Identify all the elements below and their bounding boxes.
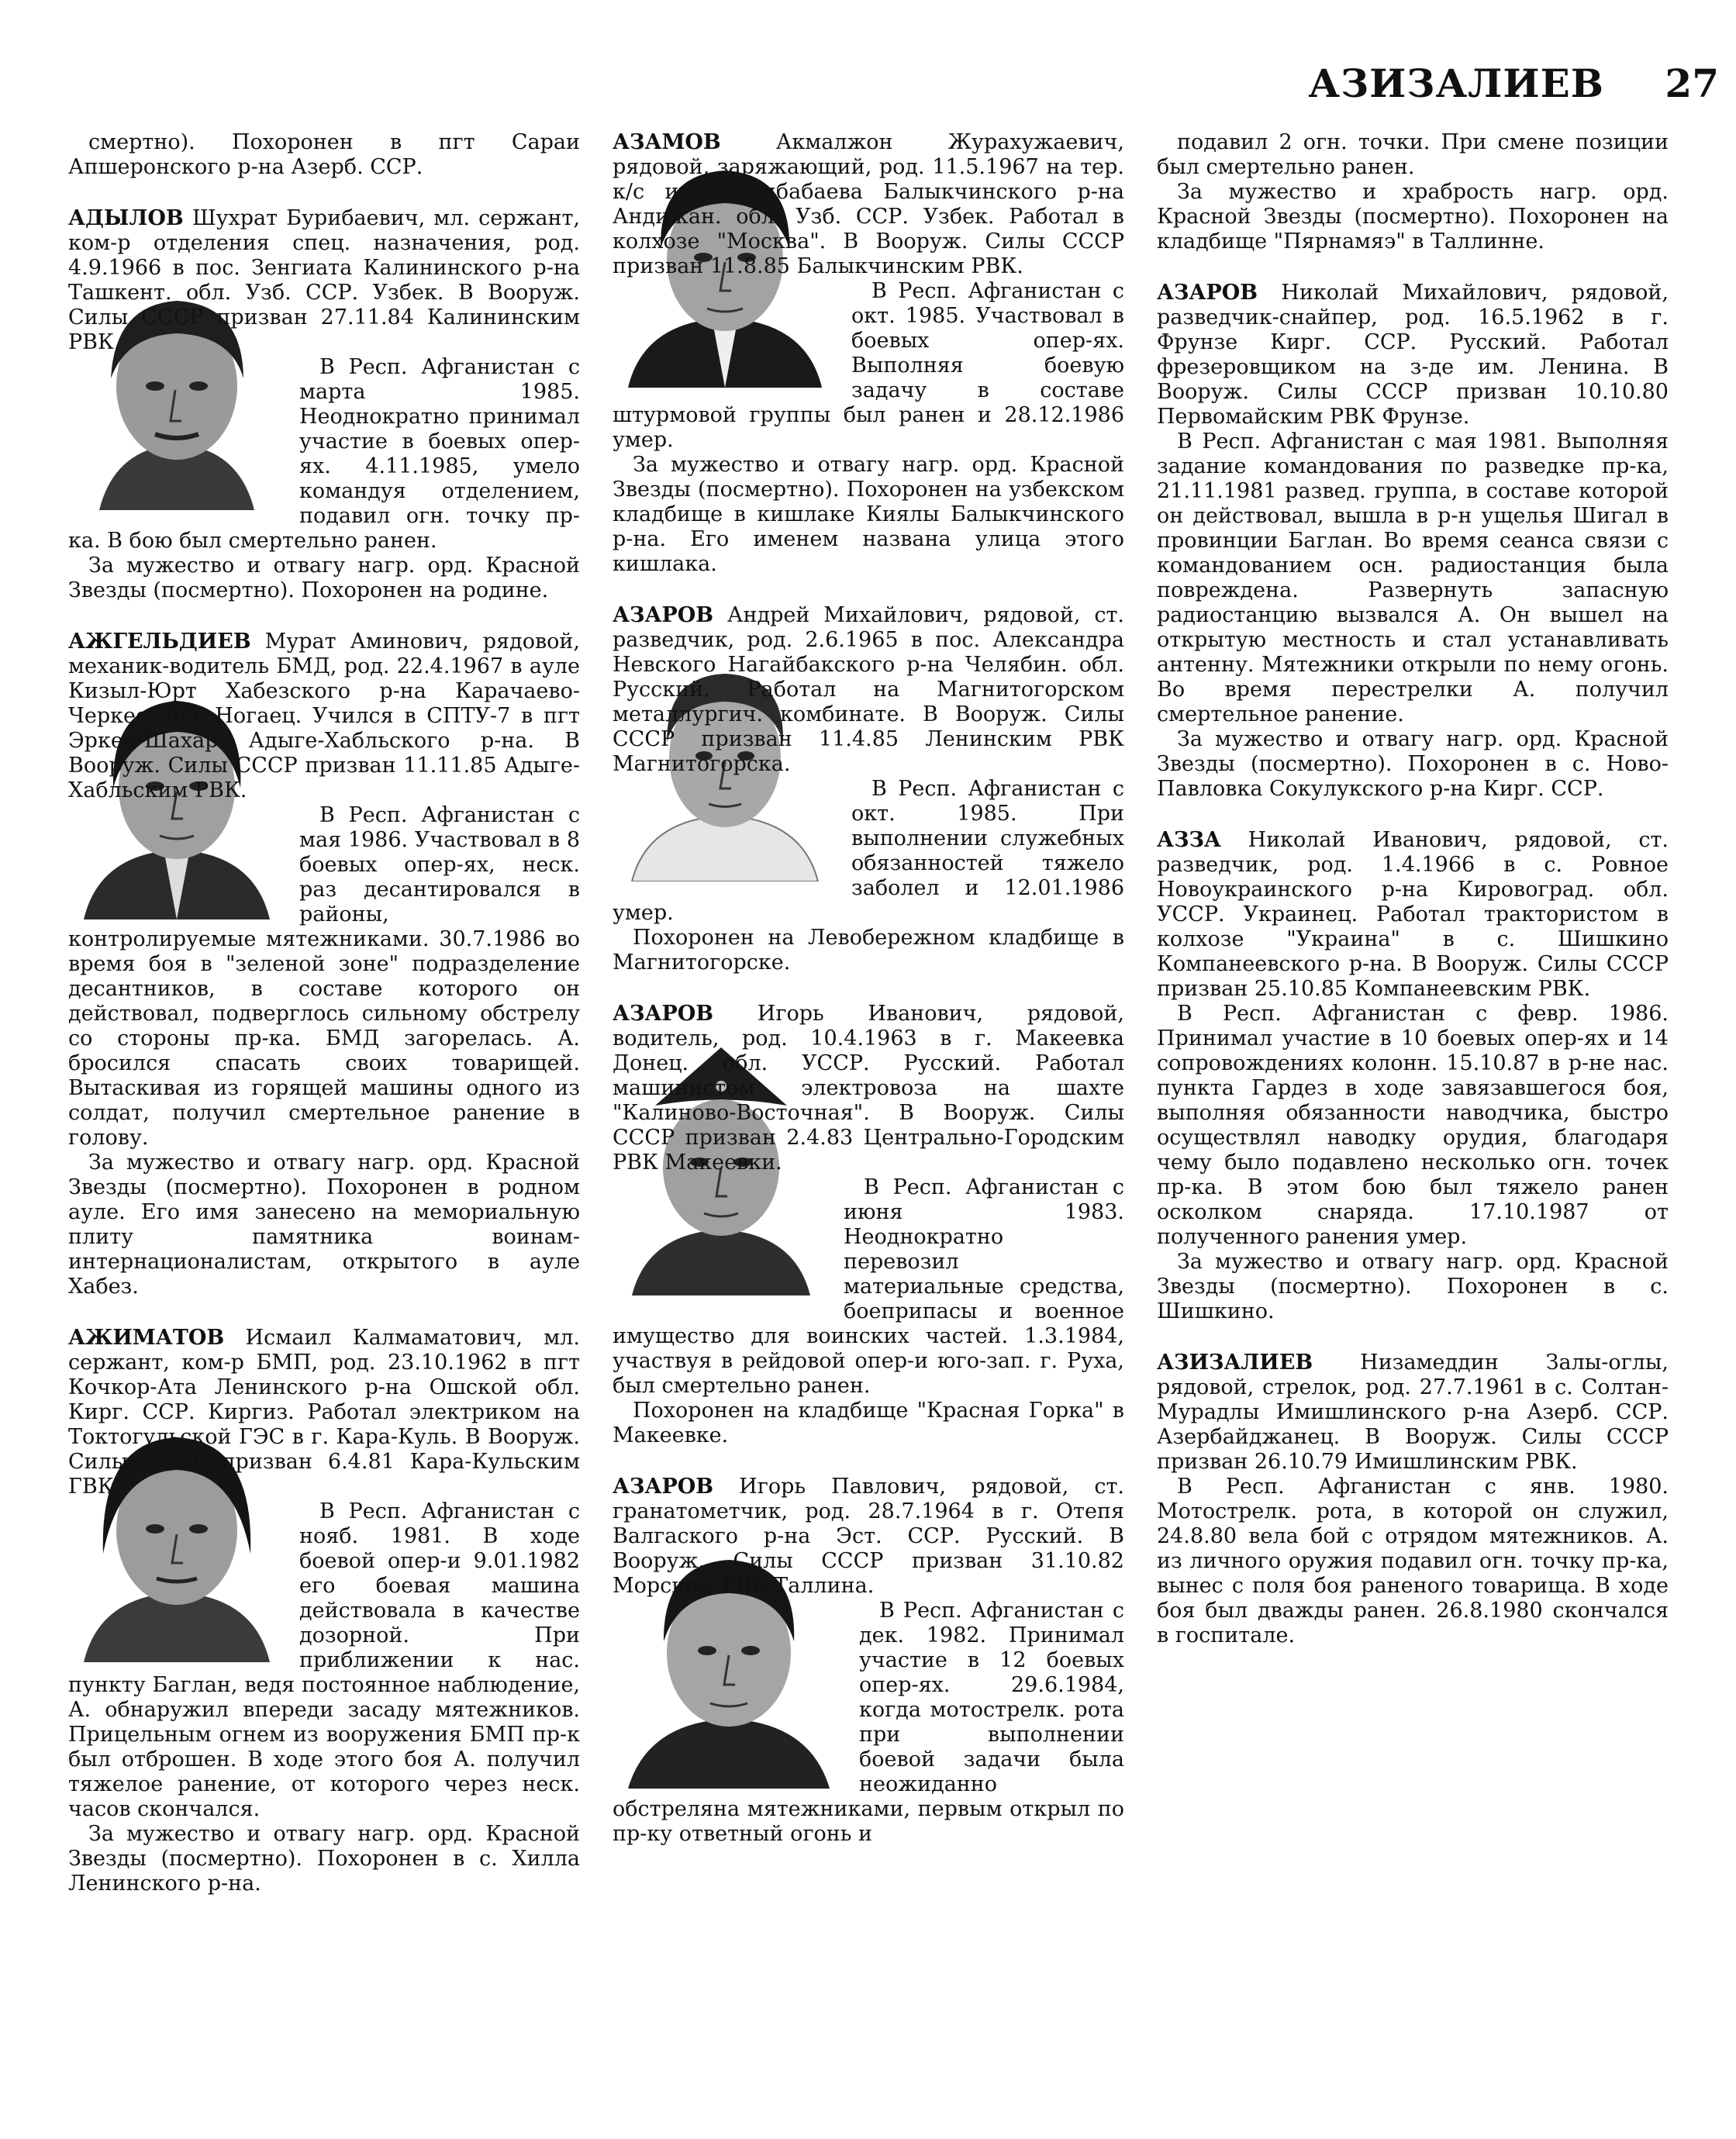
entry-surname: АЗАРОВ [613,1475,714,1499]
entry-surname: АЖГЕЛЬДИЕВ [68,630,251,654]
entry-text: За мужество и храбрость нагр. орд. Красной Звезды (посмертно). Похоронен на кладбище "Пярнамяэ" в Таллинне. [1157,180,1669,254]
entry-text: Похоронен на кладбище "Красная Горка" в Макеевке. [613,1399,1124,1447]
entry-text: Игорь Иванович, рядовой, водитель, род. 10.4.1963 в г. Макеевка Донец. обл. УССР. Русский. Работал машинистом электровоза на шахте "Калиново-Восточная". В Вооруж. Силы СССР призван 2.4.83 Центрально-Городским РВК Макеевки. [613,1002,1124,1175]
entry-adylov [68,206,580,603]
column-2 [613,130,1124,2115]
entry-surname: АЗИЗАЛИЕВ [1157,1351,1313,1375]
entry-text: За мужество и отвагу нагр. орд. Красной Звезды (посмертно). Похоронен в с. Ново-Павловка Сокулукского р-на Кирг. ССР. [1157,727,1669,801]
entry-text: Исмаил Калмаматович, мл. сержант, ком-р БМП, род. 23.10.1962 в пгт Кочкор-Ата Ленинского р-на Ошской обл. Кирг. ССР. Киргиз. Работал электриком на Токтогульской ГЭС в г. Кара-Куль. В Вооруж. Силы СССР призван 6.4.81 Кара-Кульским ГВК. [68,1326,580,1499]
entry-text: Николай Михайлович, рядовой, разведчик-снайпер, род. 16.5.1962 в г. Фрунзе Кирг. ССР. Русский. Работал фрезеровщиком на з-де им. Ленина. В Вооруж. Силы СССР призван 10.10.80 Первомайским РВК Фрунзе. [1157,281,1669,429]
entry-text: Николай Иванович, рядовой, ст. разведчик, род. 1.4.1966 в с. Ровное Новоукраинского р-на Кировоград. обл. УССР. Украинец. Работал трактористом в колхозе "Украина" в с. Шишкино Компанеевского р-на. В Вооруж. Силы СССР призван 25.10.85 Компанеевским РВК. [1157,828,1669,1001]
entry-text: В Респ. Афганистан с июня 1983. Неоднократно перевозил материальные средства, боеприпасы и военное имущество для воинских частей. 1.3.1984, участвуя в рейдовой опер-и юго-зап. г. Руха, был смертельно ранен. [613,1175,1124,1398]
entry-lead [1157,1351,1669,1475]
entry-lead [613,1002,1124,1175]
column-3 [1157,130,1669,2115]
page-number: 27 [1665,60,1719,106]
entry-text: Акмалжон Журахужаевич, рядовой, заряжающий, род. 11.5.1967 на тер. к/с им. Ахунбабаева Балыкчинского р-на Андижан. обл. Узб. ССР. Узбек. Работал в колхозе "Москва". В Вооруж. Силы СССР призван 11.8.85 Балыкчинским РВК. [613,130,1124,278]
entry-text: В Респ. Афганистан с окт. 1985. Участвовал в боевых опер-ях. Выполняя боевую задачу в составе штурмовой группы был ранен и 28.12.1986 умер. [613,279,1124,452]
page-header [0,60,1736,115]
entry-text: Андрей Михайлович, рядовой, ст. разведчик, род. 2.6.1965 в пос. Александра Невского Нагайбакского р-на Челябин. обл. Русский. Работал на Магнитогорском металлургич. комбинате. В Вооруж. Силы СССР призван 11.4.85 Ленинским РВК Магнитогорска. [613,603,1124,776]
entry-surname: АЗАМОВ [613,130,721,154]
entry-text: В Респ. Афганистан с окт. 1985. При выполнении служебных обязанностей тяжело заболел и 12.01.1986 умер. [613,777,1124,925]
entry-continuation [1157,130,1669,254]
entry-surname: АЖИМАТОВ [68,1326,225,1350]
entry-text: Мурат Аминович, рядовой, механик-водитель БМД, род. 22.4.1967 в ауле Кизыл-Юрт Хабезского р-на Карачаево-Черкес. АО. Ногаец. Учился в СПТУ-7 в пгт Эркен-Шахар Адыге-Хабльского р-на. В Вооруж. Силы СССР призван 11.11.85 Адыге-Хабльским РВК. [68,630,580,802]
entry-azarov-igor-pavlovich [613,1475,1124,1847]
entry-text: За мужество и отвагу нагр. орд. Красной Звезды (посмертно). Похоронен в с. Хилла Ленинского р-на. [68,1822,580,1896]
entry-surname: АЗАРОВ [613,1002,714,1026]
entry-text: Шухрат Бурибаевич, мл. сержант, ком-р отделения спец. назначения, род. 4.9.1966 в пос. Зенгиата Калининского р-на Ташкент. обл. Узб. ССР. Узбек. В Вооруж. Силы СССР призван 27.11.84 Калининским РВК. [68,206,580,354]
entry-text: Похоронен на Левобережном кладбище в Магнитогорске. [613,926,1124,975]
entry-lead [613,1475,1124,1599]
entry-lead [68,630,580,803]
entry-text: В Респ. Афганистан с мая 1986. Участвовал в 8 боевых опер-ях, неск. раз десантировался в районы, контролируемые мятежниками. 30.7.1986 во время боя в "зеленой зоне" подразделение десантников, в составе которого он действовал, подверглось сильному обстрелу со стороны пр-ка. БМД загорелась. А. бросился спасать своих товарищей. Вытаскивая из горящей машины одного из солдат, получил смертельное ранение в голову. [68,803,580,1150]
entry-text: В Респ. Афганистан с нояб. 1981. В ходе боевой опер-и 9.01.1982 его боевая машина действовала в качестве дозорной. При приближении к нас. пункту Баглан, ведя постоянное наблюдение, А. обнаружил впереди засаду мятежников. Прицельным огнем из вооружения БМП пр-к был отброшен. В ходе этого боя А. получил тяжелое ранение, от которого через неск. часов скончался. [68,1499,580,1821]
entry-azhimatov [68,1326,580,1896]
entry-lead [613,130,1124,279]
entry-text: Низамеддин Залы-оглы, рядовой, стрелок, род. 27.7.1961 в с. Солтан-Мурадлы Имишлинского р-на Азерб. ССР. Азербайджанец. В Вооруж. Силы СССР призван 26.10.79 Имишлинским РВК. [1157,1351,1669,1474]
entry-text: В Респ. Афганистан с марта 1985. Неоднократно принимал участие в боевых опер-ях. 4.11.1985, умело командуя отделением, подавил огн. точку пр-ка. В бою был смертельно ранен. [68,355,580,553]
entry-surname: АЗЗА [1157,828,1221,852]
entry-text: В Респ. Афганистан с мая 1981. Выполняя задание командования по разведке пр-ка, 21.11.1981 развед. группа, в составе которой он действовал, вышла в р-н ущелья Шигал в провинции Баглан. Во время сеанса связи с командованием осн. радиостанция была повреждена. Развернуть запасную радиостанцию вызвался А. Он вышел на открытую местность и стал устанавливать антенну. Мятежники открыли по нему огонь. Во время перестрелки А. получил смертельное ранение. [1157,430,1669,726]
entry-text: В Респ. Афганистан с февр. 1986. Принимал участие в 10 боевых опер-ях и 14 сопровождениях колонн. 15.10.87 в р-не нас. пункта Гардез в ходе завязавшегося боя, выполняя обязанности наводчика, быстро осуществлял наводку орудия, благодаря чему было подавлено несколько огн. точек пр-ка. В этом бою был тяжело ранен осколком снаряда. 17.10.1987 от полученного ранения умер. [1157,1002,1669,1249]
entry-text: За мужество и отвагу нагр. орд. Красной Звезды (посмертно). Похоронен в родном ауле. Его имя занесено на мемориальную плиту памятника воинам-интернационалистам, открытого в ауле Хабез. [68,1151,580,1299]
entry-lead [1157,828,1669,1002]
entry-text: подавил 2 огн. точки. При смене позиции был смертельно ранен. [1157,130,1669,179]
entry-lead [68,1326,580,1499]
entry-surname: АЗАРОВ [1157,281,1258,305]
entry-azhgeldiev [68,630,580,1299]
entry-text: В Респ. Афганистан с дек. 1982. Принимал участие в 12 боевых опер-ях. 29.6.1984, когда мотострелк. рота при выполнении боевой задачи была неожиданно обстреляна мятежниками, первым открыл по пр-ку ответный огонь и [613,1599,1124,1846]
entry-text: За мужество и отвагу нагр. орд. Красной Звезды (посмертно). Похоронен в с. Шишкино. [1157,1250,1669,1323]
entry-continuation [68,130,580,180]
entry-lead [613,603,1124,777]
entry-azarov-nikolay [1157,281,1669,802]
entry-surname: АДЫЛОВ [68,206,184,230]
entry-text: В Респ. Афганистан с янв. 1980. Мотострелк. рота, в которой он служил, 24.8.80 вела бой с отрядом мятежников. А. из личного оружия подавил огн. точку пр-ка, вынес с поля боя раненого товарища. В ходе боя был дважды ранен. 26.8.1980 скончался в госпитале. [1157,1475,1669,1647]
entry-azarov-andrey [613,603,1124,975]
entry-azamov [613,130,1124,577]
entry-text: Игорь Павлович, рядовой, ст. гранатометчик, род. 28.7.1964 в г. Отепя Валгаского р-на Эст. ССР. Русский. В Вооруж. Силы СССР призван 31.10.82 Морским РВК Таллина. [613,1475,1124,1598]
entry-lead [1157,281,1669,430]
entry-text: За мужество и отвагу нагр. орд. Красной Звезды (посмертно). Похоронен на родине. [68,554,580,602]
running-head: АЗИЗАЛИЕВ [1308,60,1604,106]
column-1 [68,130,580,2115]
entry-surname: АЗАРОВ [613,603,714,627]
entry-azizaliev [1157,1351,1669,1648]
entry-azarov-igor-ivanovich [613,1002,1124,1448]
entry-text: смертно). Похоронен в пгт Сараи Апшеронского р-на Азерб. ССР. [68,130,580,179]
entry-azza [1157,828,1669,1324]
entry-text: За мужество и отвагу нагр. орд. Красной Звезды (посмертно). Похоронен на узбекском кладбище в кишлаке Киялы Балыкчинского р-на. Его именем названа улица этого кишлака. [613,453,1124,576]
